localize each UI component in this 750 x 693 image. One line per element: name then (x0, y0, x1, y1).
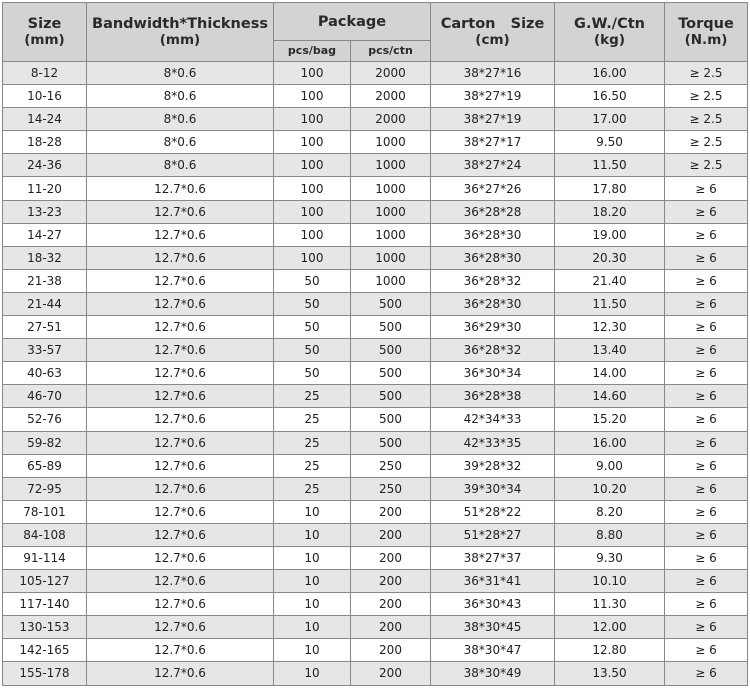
cell-carton-size: 36*28*32 (431, 269, 555, 292)
table-row (3, 477, 748, 500)
cell-carton-size: 39*30*34 (431, 477, 555, 500)
cell-bandwidth: 12.7*0.6 (87, 200, 274, 223)
cell-carton-size: 36*28*28 (431, 200, 555, 223)
header-gross-weight: G.W./Ctn (kg) (555, 3, 665, 62)
cell-pcs-ctn: 1000 (351, 154, 431, 177)
cell-size: 40-63 (3, 362, 87, 385)
cell-gross-weight: 12.00 (555, 616, 665, 639)
cell-pcs-bag: 10 (274, 639, 351, 662)
cell-bandwidth: 8*0.6 (87, 62, 274, 85)
table-row (3, 570, 748, 593)
cell-torque: ≥ 6 (665, 316, 748, 339)
cell-size: 117-140 (3, 593, 87, 616)
cell-pcs-ctn: 250 (351, 477, 431, 500)
cell-bandwidth: 12.7*0.6 (87, 523, 274, 546)
cell-gross-weight: 16.00 (555, 62, 665, 85)
cell-size: 14-24 (3, 108, 87, 131)
cell-torque: ≥ 6 (665, 454, 748, 477)
cell-size: 27-51 (3, 316, 87, 339)
cell-gross-weight: 13.50 (555, 662, 665, 685)
cell-pcs-ctn: 200 (351, 616, 431, 639)
cell-pcs-bag: 25 (274, 408, 351, 431)
cell-carton-size: 39*28*32 (431, 454, 555, 477)
table-row (3, 662, 748, 685)
cell-carton-size: 51*28*22 (431, 500, 555, 523)
cell-torque: ≥ 6 (665, 523, 748, 546)
table-row (3, 454, 748, 477)
cell-torque: ≥ 6 (665, 223, 748, 246)
cell-size: 84-108 (3, 523, 87, 546)
cell-bandwidth: 12.7*0.6 (87, 223, 274, 246)
table-row (3, 385, 748, 408)
cell-gross-weight: 17.80 (555, 177, 665, 200)
cell-carton-size: 36*29*30 (431, 316, 555, 339)
cell-gross-weight: 8.80 (555, 523, 665, 546)
cell-gross-weight: 10.20 (555, 477, 665, 500)
cell-pcs-ctn: 500 (351, 431, 431, 454)
cell-pcs-ctn: 1000 (351, 131, 431, 154)
cell-bandwidth: 12.7*0.6 (87, 292, 274, 315)
cell-torque: ≥ 6 (665, 292, 748, 315)
cell-carton-size: 38*30*49 (431, 662, 555, 685)
cell-size: 14-27 (3, 223, 87, 246)
cell-pcs-bag: 50 (274, 362, 351, 385)
cell-size: 105-127 (3, 570, 87, 593)
cell-size: 18-32 (3, 246, 87, 269)
cell-size: 130-153 (3, 616, 87, 639)
cell-pcs-ctn: 500 (351, 408, 431, 431)
cell-carton-size: 36*28*32 (431, 339, 555, 362)
cell-pcs-ctn: 200 (351, 500, 431, 523)
cell-pcs-bag: 100 (274, 246, 351, 269)
cell-torque: ≥ 6 (665, 385, 748, 408)
cell-gross-weight: 16.00 (555, 431, 665, 454)
cell-size: 33-57 (3, 339, 87, 362)
header-size: Size (mm) (3, 3, 87, 62)
cell-pcs-bag: 10 (274, 593, 351, 616)
cell-pcs-ctn: 200 (351, 639, 431, 662)
cell-pcs-ctn: 500 (351, 385, 431, 408)
cell-pcs-bag: 50 (274, 269, 351, 292)
cell-carton-size: 42*33*35 (431, 431, 555, 454)
cell-pcs-bag: 100 (274, 177, 351, 200)
cell-bandwidth: 8*0.6 (87, 108, 274, 131)
table-row (3, 246, 748, 269)
cell-pcs-bag: 100 (274, 223, 351, 246)
cell-carton-size: 36*28*38 (431, 385, 555, 408)
cell-size: 91-114 (3, 546, 87, 569)
cell-size: 24-36 (3, 154, 87, 177)
table-row (3, 62, 748, 85)
cell-pcs-bag: 25 (274, 385, 351, 408)
cell-size: 155-178 (3, 662, 87, 685)
table-row (3, 131, 748, 154)
table-row (3, 639, 748, 662)
table-row (3, 339, 748, 362)
cell-gross-weight: 14.60 (555, 385, 665, 408)
cell-torque: ≥ 6 (665, 246, 748, 269)
cell-pcs-bag: 10 (274, 662, 351, 685)
cell-carton-size: 36*30*34 (431, 362, 555, 385)
cell-carton-size: 36*30*43 (431, 593, 555, 616)
cell-pcs-ctn: 2000 (351, 108, 431, 131)
cell-torque: ≥ 6 (665, 639, 748, 662)
cell-pcs-bag: 10 (274, 616, 351, 639)
cell-size: 65-89 (3, 454, 87, 477)
cell-gross-weight: 11.50 (555, 292, 665, 315)
cell-torque: ≥ 6 (665, 500, 748, 523)
cell-size: 21-38 (3, 269, 87, 292)
table-row (3, 154, 748, 177)
cell-size: 52-76 (3, 408, 87, 431)
cell-gross-weight: 19.00 (555, 223, 665, 246)
cell-bandwidth: 12.7*0.6 (87, 269, 274, 292)
cell-pcs-ctn: 200 (351, 662, 431, 685)
cell-torque: ≥ 6 (665, 477, 748, 500)
cell-pcs-bag: 25 (274, 431, 351, 454)
cell-size: 46-70 (3, 385, 87, 408)
cell-size: 21-44 (3, 292, 87, 315)
cell-size: 142-165 (3, 639, 87, 662)
cell-pcs-bag: 100 (274, 62, 351, 85)
cell-pcs-ctn: 200 (351, 523, 431, 546)
header-bandwidth: Bandwidth*Thickness (mm) (87, 3, 274, 62)
cell-pcs-ctn: 1000 (351, 177, 431, 200)
cell-pcs-ctn: 200 (351, 570, 431, 593)
table-row (3, 500, 748, 523)
table-row (3, 523, 748, 546)
cell-pcs-bag: 25 (274, 477, 351, 500)
cell-bandwidth: 12.7*0.6 (87, 477, 274, 500)
cell-bandwidth: 8*0.6 (87, 85, 274, 108)
cell-torque: ≥ 6 (665, 662, 748, 685)
cell-carton-size: 36*28*30 (431, 292, 555, 315)
table-row (3, 292, 748, 315)
cell-pcs-ctn: 1000 (351, 223, 431, 246)
cell-torque: ≥ 6 (665, 593, 748, 616)
cell-bandwidth: 12.7*0.6 (87, 593, 274, 616)
cell-carton-size: 36*31*41 (431, 570, 555, 593)
cell-pcs-bag: 50 (274, 316, 351, 339)
table-row (3, 223, 748, 246)
cell-torque: ≥ 2.5 (665, 85, 748, 108)
table-row (3, 108, 748, 131)
cell-pcs-ctn: 1000 (351, 269, 431, 292)
cell-gross-weight: 8.20 (555, 500, 665, 523)
cell-size: 10-16 (3, 85, 87, 108)
cell-torque: ≥ 6 (665, 339, 748, 362)
table-header (3, 3, 748, 62)
cell-pcs-bag: 100 (274, 200, 351, 223)
cell-pcs-bag: 100 (274, 85, 351, 108)
table-row (3, 616, 748, 639)
table-row (3, 362, 748, 385)
table-row (3, 269, 748, 292)
cell-pcs-ctn: 500 (351, 339, 431, 362)
header-pcs-bag: pcs/bag (274, 41, 351, 62)
cell-pcs-ctn: 1000 (351, 246, 431, 269)
cell-size: 8-12 (3, 62, 87, 85)
cell-gross-weight: 20.30 (555, 246, 665, 269)
cell-bandwidth: 12.7*0.6 (87, 546, 274, 569)
cell-gross-weight: 9.30 (555, 546, 665, 569)
cell-pcs-bag: 10 (274, 523, 351, 546)
cell-carton-size: 38*27*17 (431, 131, 555, 154)
cell-bandwidth: 8*0.6 (87, 131, 274, 154)
cell-carton-size: 36*28*30 (431, 223, 555, 246)
cell-size: 18-28 (3, 131, 87, 154)
cell-torque: ≥ 2.5 (665, 108, 748, 131)
table-row (3, 408, 748, 431)
cell-gross-weight: 15.20 (555, 408, 665, 431)
cell-torque: ≥ 2.5 (665, 154, 748, 177)
cell-carton-size: 51*28*27 (431, 523, 555, 546)
cell-carton-size: 36*28*30 (431, 246, 555, 269)
cell-torque: ≥ 6 (665, 177, 748, 200)
table-row (3, 546, 748, 569)
cell-pcs-bag: 50 (274, 339, 351, 362)
cell-gross-weight: 18.20 (555, 200, 665, 223)
cell-carton-size: 38*30*45 (431, 616, 555, 639)
cell-bandwidth: 12.7*0.6 (87, 662, 274, 685)
cell-carton-size: 38*27*19 (431, 85, 555, 108)
cell-size: 11-20 (3, 177, 87, 200)
table-row (3, 85, 748, 108)
cell-size: 78-101 (3, 500, 87, 523)
cell-bandwidth: 12.7*0.6 (87, 316, 274, 339)
cell-bandwidth: 12.7*0.6 (87, 246, 274, 269)
table-row (3, 316, 748, 339)
cell-pcs-bag: 25 (274, 454, 351, 477)
cell-torque: ≥ 6 (665, 546, 748, 569)
cell-carton-size: 38*27*19 (431, 108, 555, 131)
cell-pcs-ctn: 1000 (351, 200, 431, 223)
cell-pcs-ctn: 500 (351, 292, 431, 315)
table-row (3, 177, 748, 200)
cell-size: 59-82 (3, 431, 87, 454)
cell-gross-weight: 9.00 (555, 454, 665, 477)
cell-torque: ≥ 6 (665, 431, 748, 454)
cell-bandwidth: 12.7*0.6 (87, 177, 274, 200)
cell-carton-size: 38*27*16 (431, 62, 555, 85)
cell-torque: ≥ 6 (665, 200, 748, 223)
cell-gross-weight: 16.50 (555, 85, 665, 108)
table-row (3, 431, 748, 454)
cell-pcs-ctn: 2000 (351, 62, 431, 85)
cell-bandwidth: 12.7*0.6 (87, 616, 274, 639)
cell-bandwidth: 12.7*0.6 (87, 500, 274, 523)
cell-gross-weight: 17.00 (555, 108, 665, 131)
cell-size: 72-95 (3, 477, 87, 500)
cell-torque: ≥ 2.5 (665, 62, 748, 85)
cell-gross-weight: 14.00 (555, 362, 665, 385)
cell-gross-weight: 12.80 (555, 639, 665, 662)
spec-table (2, 2, 748, 686)
cell-bandwidth: 8*0.6 (87, 154, 274, 177)
cell-pcs-bag: 10 (274, 546, 351, 569)
cell-bandwidth: 12.7*0.6 (87, 454, 274, 477)
cell-torque: ≥ 6 (665, 616, 748, 639)
cell-carton-size: 38*27*37 (431, 546, 555, 569)
cell-gross-weight: 13.40 (555, 339, 665, 362)
cell-size: 13-23 (3, 200, 87, 223)
header-pcs-ctn: pcs/ctn (351, 41, 431, 62)
cell-carton-size: 38*27*24 (431, 154, 555, 177)
cell-bandwidth: 12.7*0.6 (87, 339, 274, 362)
cell-gross-weight: 9.50 (555, 131, 665, 154)
cell-bandwidth: 12.7*0.6 (87, 570, 274, 593)
header-carton-size: Carton Size (cm) (431, 3, 555, 62)
header-torque: Torque (N.m) (665, 3, 748, 62)
cell-bandwidth: 12.7*0.6 (87, 639, 274, 662)
table-row (3, 200, 748, 223)
cell-gross-weight: 21.40 (555, 269, 665, 292)
cell-torque: ≥ 2.5 (665, 131, 748, 154)
table-body (3, 62, 748, 686)
cell-torque: ≥ 6 (665, 408, 748, 431)
cell-carton-size: 36*27*26 (431, 177, 555, 200)
cell-pcs-ctn: 250 (351, 454, 431, 477)
cell-torque: ≥ 6 (665, 269, 748, 292)
table-row (3, 593, 748, 616)
cell-torque: ≥ 6 (665, 362, 748, 385)
cell-pcs-ctn: 500 (351, 362, 431, 385)
cell-pcs-ctn: 500 (351, 316, 431, 339)
cell-pcs-ctn: 200 (351, 546, 431, 569)
header-package: Package (274, 3, 431, 41)
cell-gross-weight: 11.50 (555, 154, 665, 177)
cell-pcs-ctn: 2000 (351, 85, 431, 108)
cell-bandwidth: 12.7*0.6 (87, 408, 274, 431)
cell-gross-weight: 10.10 (555, 570, 665, 593)
cell-bandwidth: 12.7*0.6 (87, 385, 274, 408)
cell-carton-size: 42*34*33 (431, 408, 555, 431)
cell-torque: ≥ 6 (665, 570, 748, 593)
cell-bandwidth: 12.7*0.6 (87, 362, 274, 385)
cell-pcs-bag: 100 (274, 154, 351, 177)
cell-bandwidth: 12.7*0.6 (87, 431, 274, 454)
cell-pcs-bag: 100 (274, 131, 351, 154)
cell-pcs-bag: 10 (274, 500, 351, 523)
cell-pcs-bag: 100 (274, 108, 351, 131)
cell-pcs-bag: 10 (274, 570, 351, 593)
cell-carton-size: 38*30*47 (431, 639, 555, 662)
cell-gross-weight: 11.30 (555, 593, 665, 616)
cell-gross-weight: 12.30 (555, 316, 665, 339)
cell-pcs-ctn: 200 (351, 593, 431, 616)
cell-pcs-bag: 50 (274, 292, 351, 315)
